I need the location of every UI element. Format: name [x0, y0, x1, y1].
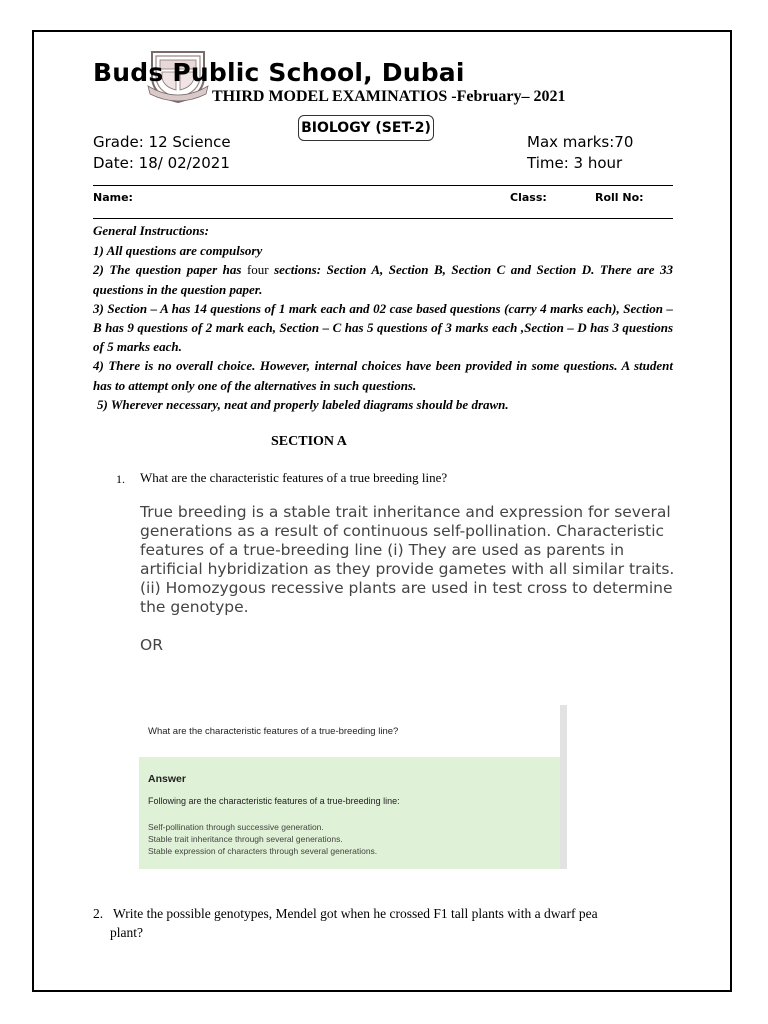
name-label: Name:	[93, 191, 133, 204]
instruction-item-3: 3) Section – A has 14 questions of 1 mark each and 02 case based questions (carry 4 marks each), Section – B has 9 questions of 2 mark each, Section – C has 5 questions of 3 marks each ,Section – D has 3 questions of 5 marks each.	[93, 300, 673, 355]
embedded-answer-screenshot	[139, 705, 567, 869]
instruction-item-5: 5) Wherever necessary, neat and properly labeled diagrams should be drawn.	[97, 396, 509, 412]
class-label: Class:	[510, 191, 547, 204]
question-2	[93, 904, 693, 942]
question-2-number: 2.	[93, 906, 104, 921]
instruction-item-2: 2) The question paper has four sections: Section A, Section B, Section C and Section D. There are 33 questions in the question paper.	[93, 262, 674, 297]
general-instructions	[93, 221, 673, 414]
list-item: Stable expression of characters through several generations.	[148, 846, 378, 856]
divider-bottom	[93, 218, 673, 219]
instruction-item-1: 1) All questions are compulsory	[93, 243, 263, 259]
embedded-question: What are the characteristic features of a true-breeding line?	[148, 726, 399, 737]
embedded-scrollbar	[560, 705, 567, 869]
instructions-heading: General Instructions:	[93, 223, 209, 238]
question-2-text-line-1: Write the possible genotypes, Mendel got when he crossed F1 tall plants with a dwarf pea	[113, 906, 598, 921]
date-label: Date: 18/ 02/2021	[93, 154, 230, 172]
question-1-number: 1.	[116, 472, 125, 486]
embedded-answer-list	[148, 821, 377, 857]
instruction-item-4: 4) There is no overall choice. However, internal choices have been provided in some questions. A student has to attempt only one of the alternatives in such questions.	[93, 358, 673, 393]
divider-top	[93, 185, 673, 186]
max-marks-label: Max marks:70	[527, 133, 634, 151]
embedded-answer-panel	[139, 757, 560, 869]
embedded-answer-lead: Following are the characteristic features of a true-breeding line:	[148, 796, 400, 806]
section-a-heading: SECTION A	[271, 434, 347, 449]
subject-box: BIOLOGY (SET-2)	[298, 115, 434, 141]
roll-no-label: Roll No:	[595, 191, 644, 204]
grade-label: Grade: 12 Science	[93, 133, 231, 151]
list-item: Self-pollination through successive generation.	[148, 822, 324, 832]
question-1-text: What are the characteristic features of a true breeding line?	[140, 470, 448, 485]
embedded-answer-title: Answer	[148, 773, 186, 785]
list-item: Stable trait inheritance through several generations.	[148, 834, 343, 844]
school-name: Buds Public School, Dubai	[93, 58, 465, 87]
question-2-text-line-2: plant?	[110, 925, 143, 940]
time-label: Time: 3 hour	[527, 154, 623, 172]
or-separator: OR	[140, 636, 163, 654]
exam-title: THIRD MODEL EXAMINATIOS -February– 2021	[212, 88, 566, 105]
question-1-answer: True breeding is a stable trait inheritance and expression for several generations as a result of continuous self-pollination. Characteristic features of a true-breeding line (i) They are used as parents in artificial hybridization as they provide gametes with all similar traits. (ii) Homozygous recessive plants are used in test cross to determine the genotype.	[140, 503, 675, 616]
